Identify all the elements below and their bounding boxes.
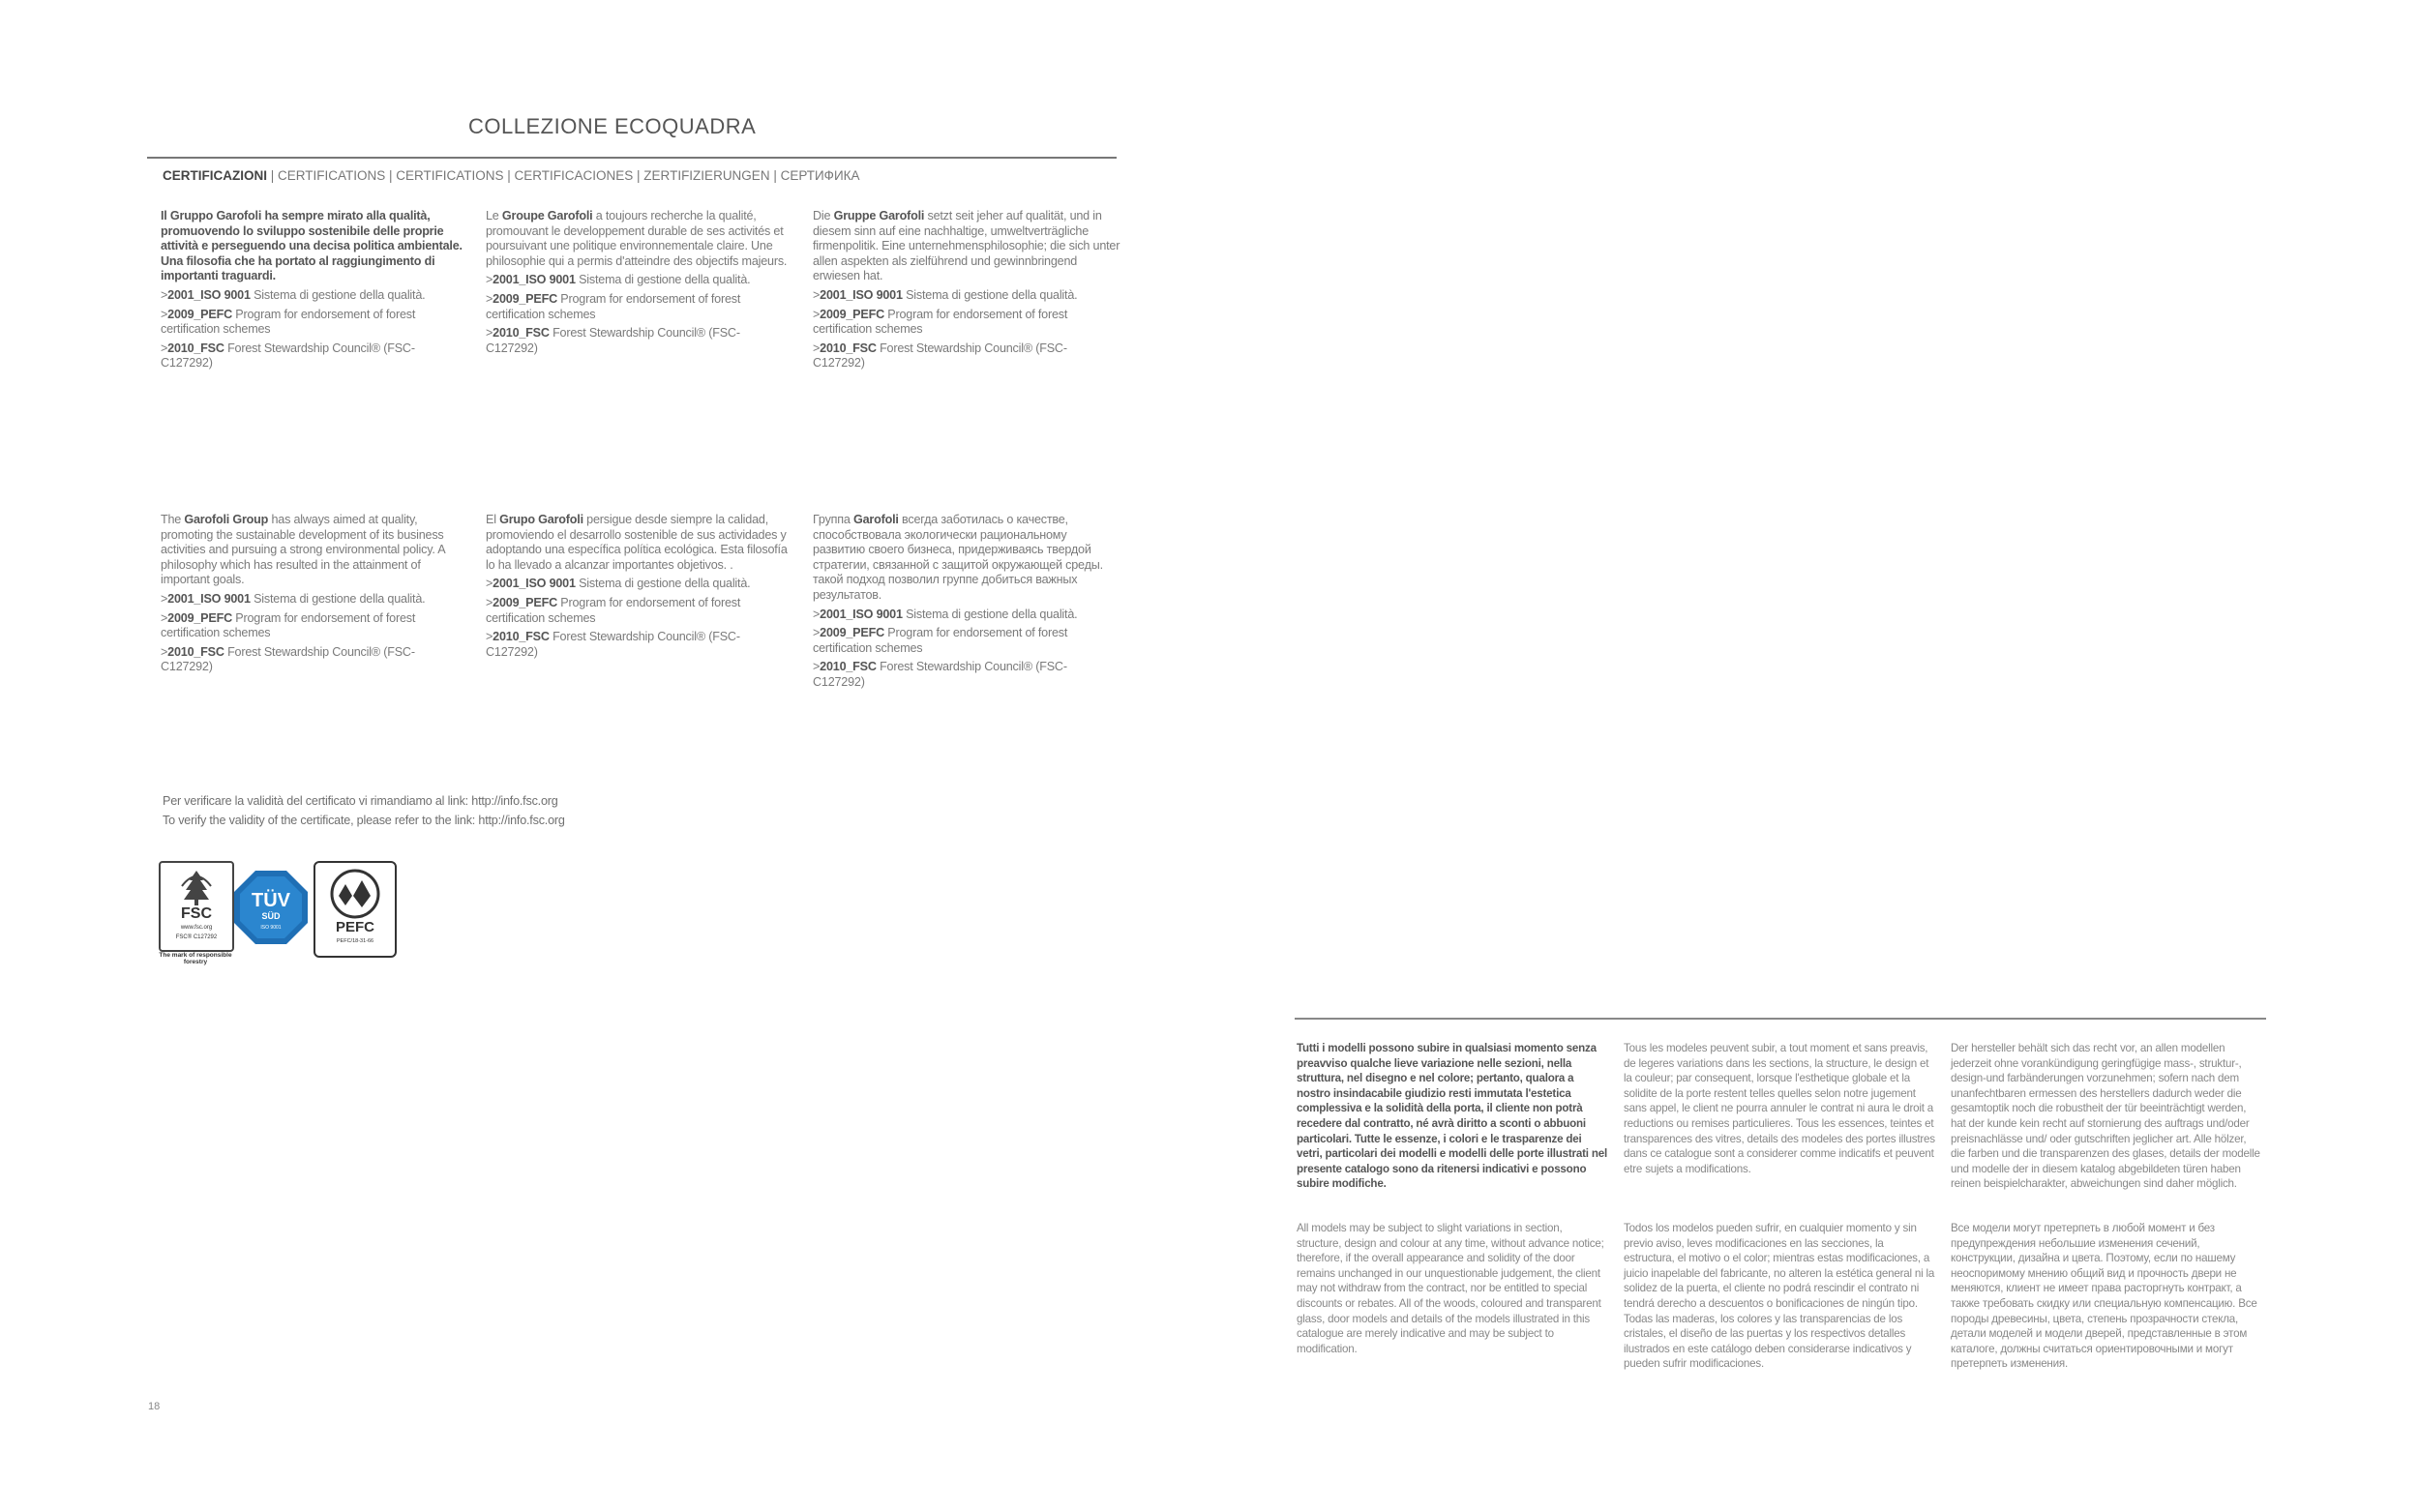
cert-code: 2010_FSC bbox=[493, 630, 550, 644]
intro-post: setzt seit jeher auf qualität, und in diesem sinn auf eine nachhaltige, umweltverträgliche firmenpolitik. Eine unternehmensphilosophie; die sich unter allen aspekten als zielführend und gewinnbringend erwiesen hat. bbox=[813, 209, 1120, 283]
cert-column-fr bbox=[486, 209, 793, 360]
pefc-logo bbox=[314, 861, 397, 958]
cert-column-en bbox=[161, 513, 468, 679]
fsc-tagline: The mark of responsible forestry bbox=[159, 952, 232, 965]
disclaimer-en: All models may be subject to slight variations in section, structure, design and colour at any time, without advance notice; therefore, if the overall appearance and solidity of the door remains unchanged in our unquestionable judgement, the client may not withdraw from the contract, nor be entitled to special discounts or rebates. All of the woods, coloured and transparent glass, door models and details of the models illustrated in this catalogue are merely indicative and may be subject to modification. bbox=[1297, 1222, 1604, 1355]
intro-brand: Grupo Garofoli bbox=[499, 513, 583, 526]
intro-post: всегда заботилась о качестве, способствовала экологически рациональному развитию своего бизнеса, придерживаясь твердой стратегии, связанной с защитой окружающей среды. такой подход позволил группе добиться важных результатов. bbox=[813, 513, 1103, 602]
cert-code: 2001_ISO 9001 bbox=[820, 287, 903, 302]
intro-pre: Le bbox=[486, 209, 502, 222]
cert-item-fsc: >2010_FSC Forest Stewardship Council® (FSC- C127292) bbox=[813, 660, 1067, 689]
cert-column-de bbox=[813, 209, 1120, 375]
cert-code: 2001_ISO 9001 bbox=[820, 607, 903, 621]
intro-post: has always aimed at quality, promoting the sustainable development of its business activities and pursuing a strong environmental policy. A philosophy which has resulted in the attainment of important goals. bbox=[161, 513, 445, 587]
cert-intro bbox=[813, 209, 1120, 284]
cert-intro bbox=[486, 209, 793, 269]
cert-code: 2001_ISO 9001 bbox=[493, 273, 576, 287]
cert-item-pefc: >2009_PEFC Program for endorsement of forest certification schemes bbox=[161, 307, 416, 337]
cert-text: Sistema di gestione della qualità. bbox=[250, 287, 426, 302]
page-number: 18 bbox=[148, 1401, 161, 1412]
cert-item-fsc: >2010_FSC Forest Stewardship Council® (FSC- C127292) bbox=[161, 341, 415, 371]
intro-pre: Группа bbox=[813, 513, 854, 526]
cert-code: 2010_FSC bbox=[820, 660, 877, 674]
cert-code: 2009_PEFC bbox=[493, 595, 557, 609]
cert-item-fsc: >2010_FSC Forest Stewardship Council® (FSC- C127292) bbox=[486, 630, 740, 659]
disclaimer-de: Der hersteller behält sich das recht vor, an allen modellen jederzeit ohne vorankündigung geringfügige mass-, struktur-, design-und farbänderungen vorzunehmen; sofern nach dem unanfechtbaren ermessen des herstellers dadurch weder die gesamtoptik noch die robustheit der tür beeinträchtigt werden, hat der kunde kein recht auf stornierung des auftrags und/oder preisnachlässe und/ oder gutschriften jeglicher art. Alle hölzer, die farben und die transparenzen des glases, details der modelle und modelle der in diesem katalog abgebildeten türen haben reinen beispielcharakter, abweichungen sind daher möglich. bbox=[1951, 1042, 2260, 1191]
cert-item-iso: >2001_ISO 9001 Sistema di gestione della qualità. bbox=[161, 591, 426, 606]
disclaimer-ru: Все модели могут претерпеть в любой момент и без предупреждения небольшие изменения сечений, конструкции, дизайна и цвета. Поэтому, если по нашему неоспоримому мнению общий вид и прочность двери не меняются, клиент не имеет права расторгнуть контракт, а также требовать скидку или специальную компенсацию. Все породы древесины, цвета, степень прозрачности стекла, детали моделей и модели дверей, представленные в этом каталоге, должны считаться ориентировочными и могут претерпеть изменения. bbox=[1951, 1222, 2257, 1371]
cert-text: Forest Stewardship Council® (FSC- C127292) bbox=[486, 326, 740, 355]
cert-code: 2010_FSC bbox=[167, 341, 224, 355]
cert-code: 2009_PEFC bbox=[820, 307, 884, 321]
intro-post: persigue desde siempre la calidad, promoviendo el desarrollo sostenible de sus actividades y adoptando una específica política ecológica. Esta filosofía lo ha llevado a alcanzar importantes objetivos. . bbox=[486, 513, 788, 572]
intro-brand: Gruppe Garofoli bbox=[833, 209, 925, 222]
cert-column-it bbox=[161, 209, 468, 375]
fsc-logo-url: www.fsc.org bbox=[180, 925, 213, 931]
cert-text: Forest Stewardship Council® (FSC- C127292) bbox=[813, 660, 1067, 689]
cert-item-fsc: >2010_FSC Forest Stewardship Council® (FSC- C127292) bbox=[161, 644, 415, 674]
cert-item-pefc: >2009_PEFC Program for endorsement of forest certification schemes bbox=[486, 595, 741, 625]
certifications-heading bbox=[163, 168, 860, 183]
certifications-heading-first: CERTIFICAZIONI bbox=[163, 168, 267, 183]
cert-text: Program for endorsement of forest certification schemes bbox=[486, 595, 741, 625]
disclaimer-it: Tutti i modelli possono subire in qualsiasi momento senza preavviso qualche lieve variazione nelle sezioni, nella struttura, nel disegno e nel colore; pertanto, qualora a nostro insindacabile giudizio resti immutata l'estetica complessiva e la solidità della porta, il cliente non potrà recedere dal contratto, né avrà diritto a sconti o abbuoni particolari. Tutte le essenze, i colori e le trasparenze dei vetri, particolari dei modelli e modelli delle porte illustrati nel presente catalogo sono da ritenersi indicativi e possono subire modifiche. bbox=[1297, 1042, 1607, 1191]
cert-column-ru bbox=[813, 513, 1120, 695]
cert-item-iso: >2001_ISO 9001 Sistema di gestione della qualità. bbox=[813, 607, 1078, 621]
cert-item-iso: >2001_ISO 9001 Sistema di gestione della qualità. bbox=[486, 577, 751, 591]
title-divider bbox=[147, 157, 1117, 159]
cert-code: 2009_PEFC bbox=[167, 307, 232, 321]
cert-text: Sistema di gestione della qualità. bbox=[575, 577, 751, 591]
cert-code: 2001_ISO 9001 bbox=[167, 287, 251, 302]
cert-text: Forest Stewardship Council® (FSC- C127292) bbox=[161, 644, 415, 674]
cert-item-iso: >2001_ISO 9001 Sistema di gestione della qualità. bbox=[161, 287, 426, 302]
tuv-logo bbox=[232, 869, 310, 946]
cert-code: 2001_ISO 9001 bbox=[493, 577, 576, 591]
fsc-logo-name: FSC bbox=[181, 905, 212, 922]
tuv-logo-sub: SÜD bbox=[261, 911, 281, 921]
cert-text: Sistema di gestione della qualità. bbox=[575, 273, 751, 287]
intro-brand: Garofoli bbox=[853, 513, 899, 526]
fsc-verify-it: Per verificare la validità del certificato vi rimandiamo al link: http://info.fsc.org bbox=[163, 794, 558, 808]
cert-item-fsc: >2010_FSC Forest Stewardship Council® (FSC- C127292) bbox=[486, 326, 740, 355]
cert-intro bbox=[161, 513, 468, 588]
cert-item-fsc: >2010_FSC Forest Stewardship Council® (FSC- C127292) bbox=[813, 341, 1067, 371]
disclaimer-fr: Tous les modeles peuvent subir, a tout moment et sans preavis, de legeres variations dans les sections, la structure, le design et la couleur; par consequent, lorsque l'esthetique globale et la solidite de la porte restent telles quelles selon notre jugement sans appel, le client ne pourra annuler le contrat ni aura le droit a reductions ou remises particulieres. Tous les essences, teintes et transparences des vitres, details des modeles des portes illustres dans ce catalogue sont a considerer comme indicatifs et peuvent etre sujets a modifications. bbox=[1624, 1042, 1935, 1175]
page-title: COLLEZIONE ECOQUADRA bbox=[468, 114, 757, 138]
disclaimer-divider bbox=[1295, 1018, 2266, 1020]
cert-code: 2009_PEFC bbox=[820, 626, 884, 640]
cert-code: 2009_PEFC bbox=[167, 610, 232, 625]
cert-text: Forest Stewardship Council® (FSC- C127292) bbox=[813, 341, 1067, 371]
cert-code: 2010_FSC bbox=[493, 326, 550, 341]
certifications-heading-rest: | CERTIFICATIONS | CERTIFICATIONS | CERTIFICACIONES | ZERTIFIZIERUNGEN | СЕРТИФИКА bbox=[267, 168, 860, 183]
cert-intro bbox=[813, 513, 1120, 604]
intro-pre: The bbox=[161, 513, 185, 526]
intro-pre: El bbox=[486, 513, 500, 526]
cert-item-iso: >2001_ISO 9001 Sistema di gestione della qualità. bbox=[486, 273, 751, 287]
cert-text: Program for endorsement of forest certification schemes bbox=[486, 291, 741, 321]
cert-item-pefc: >2009_PEFC Program for endorsement of forest certification schemes bbox=[813, 307, 1068, 337]
intro-brand: Groupe Garofoli bbox=[501, 209, 593, 222]
cert-text: Program for endorsement of forest certification schemes bbox=[161, 307, 416, 337]
cert-item-pefc: >2009_PEFC Program for endorsement of forest certification schemes bbox=[486, 291, 741, 321]
cert-text: Program for endorsement of forest certification schemes bbox=[161, 610, 416, 640]
intro-pre: Die bbox=[813, 209, 834, 222]
cert-text: Program for endorsement of forest certification schemes bbox=[813, 626, 1068, 655]
pefc-logo-name: PEFC bbox=[335, 919, 374, 935]
cert-intro: Il Gruppo Garofoli ha sempre mirato alla qualità, promuovendo lo sviluppo sostenibile delle proprie attività e perseguendo una decisa politica ambientale. Una filosofia che ha portato al raggiungimento di importanti traguardi. bbox=[161, 209, 463, 283]
pefc-logo-code: PEFC/18-31-66 bbox=[336, 938, 374, 944]
pefc-trees-icon bbox=[315, 863, 395, 921]
cert-item-iso: >2001_ISO 9001 Sistema di gestione della qualità. bbox=[813, 287, 1078, 302]
tuv-logo-small: ISO 9001 bbox=[260, 925, 282, 931]
fsc-logo-code: FSC® C127292 bbox=[175, 934, 218, 940]
fsc-verify-en: To verify the validity of the certificate, please refer to the link: http://info.fsc.org bbox=[163, 814, 565, 827]
cert-code: 2009_PEFC bbox=[493, 291, 557, 306]
tuv-logo-name: TÜV bbox=[252, 890, 290, 911]
cert-code: 2010_FSC bbox=[820, 341, 877, 355]
cert-text: Sistema di gestione della qualità. bbox=[902, 607, 1078, 621]
disclaimer-es: Todos los modelos pueden sufrir, en cualquier momento y sin previo aviso, leves modificaciones en las secciones, la estructura, el motivo o el color; mientras estas modificaciones, a juicio inapelable del fabricante, no alteren la estética general ni la solidez de la puerta, el cliente no podrá rescindir el contrato ni tendrá derecho a descuentos o bonificaciones de ningún tipo. Todas las maderas, los colores y las transparencias de los cristales, el diseño de las puertas y los respectivos detalles ilustrados en este catálogo deben considerarse indicativos y pueden sufrir modificaciones. bbox=[1624, 1222, 1935, 1371]
cert-item-pefc: >2009_PEFC Program for endorsement of forest certification schemes bbox=[813, 626, 1068, 655]
cert-column-es bbox=[486, 513, 793, 664]
cert-text: Program for endorsement of forest certification schemes bbox=[813, 307, 1068, 337]
intro-brand: Garofoli Group bbox=[184, 513, 269, 526]
cert-text: Forest Stewardship Council® (FSC- C127292) bbox=[161, 341, 415, 371]
fsc-logo bbox=[159, 861, 234, 952]
cert-text: Sistema di gestione della qualità. bbox=[250, 591, 426, 606]
cert-code: 2010_FSC bbox=[167, 644, 224, 659]
cert-item-pefc: >2009_PEFC Program for endorsement of forest certification schemes bbox=[161, 610, 416, 640]
cert-text: Forest Stewardship Council® (FSC- C127292) bbox=[486, 630, 740, 659]
cert-text: Sistema di gestione della qualità. bbox=[902, 287, 1078, 302]
cert-intro bbox=[486, 513, 793, 573]
cert-code: 2001_ISO 9001 bbox=[167, 591, 251, 606]
intro-post: a toujours recherche la qualité, promouvant le developpement durable de ses activités et poursuivant une politique environnementale claire. Une philosophie qui a permis d'atteindre des objectifs majeurs. bbox=[486, 209, 788, 268]
